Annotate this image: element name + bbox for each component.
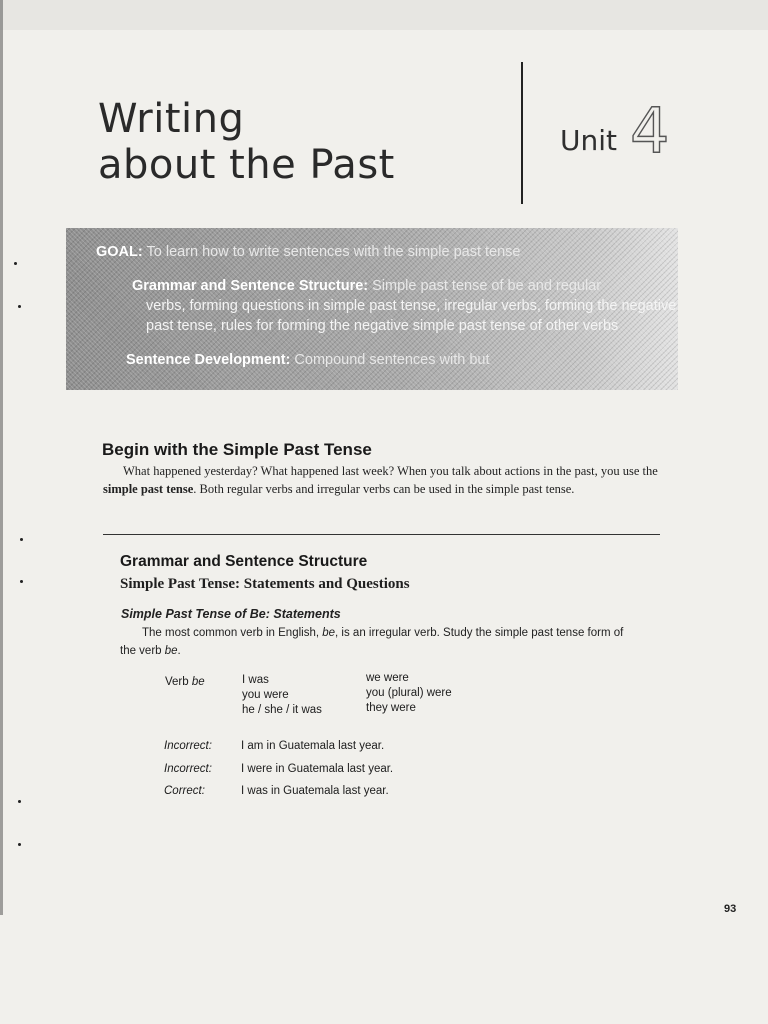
title-line-2: about the Past	[98, 142, 395, 188]
intro-paragraph	[103, 462, 665, 498]
page-number: 93	[724, 903, 737, 915]
example-tag: Incorrect:	[164, 763, 212, 775]
intro-text-1: What happened yesterday? What happened last week? When you talk about actions in the past, you use the	[123, 464, 658, 478]
sentence-goal-text: Compound sentences with but	[294, 352, 490, 368]
grammar-goal-text-3: past tense, rules for forming the negative simple past tense of other verbs	[146, 318, 619, 334]
intro-bold-term: simple past tense	[103, 482, 194, 496]
scan-left-edge	[0, 0, 3, 915]
be-explanation	[120, 624, 640, 660]
scan-mark	[18, 843, 21, 846]
be-text-3: .	[177, 645, 181, 657]
goal-text: To learn how to write sentences with the simple past tense	[146, 244, 521, 260]
goal-box	[66, 228, 678, 390]
unit-title	[98, 96, 498, 188]
unit-number: 4	[630, 94, 670, 167]
example-sentence: I am in Guatemala last year.	[241, 740, 385, 752]
goal-line	[96, 244, 520, 260]
plural-form: we were	[366, 672, 409, 684]
scan-mark	[18, 305, 21, 308]
grammar-section-title: Grammar and Sentence Structure	[120, 553, 368, 570]
intro-text-2: . Both regular verbs and irregular verbs can be used in the simple past tense.	[193, 482, 575, 496]
grammar-goal-line	[132, 278, 601, 294]
scan-mark	[18, 800, 21, 803]
unit-label: Unit	[560, 124, 617, 157]
singular-form: he / she / it was	[242, 704, 322, 716]
scan-mark	[14, 262, 17, 265]
grammar-section-subtitle: Simple Past Tense: Statements and Questions	[120, 576, 410, 592]
section-heading: Begin with the Simple Past Tense	[102, 440, 372, 459]
scan-mark	[20, 580, 23, 583]
example-tag: Correct:	[164, 785, 205, 797]
unit-divider	[521, 62, 523, 204]
verb-label-prefix: Verb	[165, 676, 192, 688]
be-heading-suffix: : Statements	[265, 607, 341, 621]
sentence-goal-label: Sentence Development:	[126, 352, 291, 368]
verb-label-word: be	[191, 676, 205, 688]
title-line-1: Writing	[98, 96, 245, 142]
goal-label: GOAL:	[96, 244, 143, 260]
be-statements-heading	[121, 607, 341, 621]
example-sentence: I were in Guatemala last year.	[241, 763, 394, 775]
singular-form: I was	[242, 674, 269, 686]
example-tag: Incorrect:	[164, 740, 212, 752]
scan-mark	[20, 538, 23, 541]
example-sentence: I was in Guatemala last year.	[241, 785, 389, 797]
verb-be-label	[165, 676, 205, 688]
section-divider	[103, 534, 660, 535]
plural-form: you (plural) were	[366, 687, 452, 699]
page-top-shade	[0, 0, 768, 30]
be-heading-prefix: Simple Past Tense of	[121, 607, 250, 621]
singular-forms	[242, 673, 322, 718]
be-heading-word: Be	[249, 607, 266, 621]
grammar-goal-text-2: verbs, forming questions in simple past tense, irregular verbs, forming the negative	[146, 298, 677, 314]
plural-form: they were	[366, 702, 416, 714]
grammar-goal-text-1: Simple past tense of be and regular	[372, 278, 602, 294]
singular-form: you were	[242, 689, 289, 701]
plural-forms	[366, 671, 452, 716]
grammar-goal-label: Grammar and Sentence Structure:	[132, 278, 369, 294]
be-text-word-2: be	[164, 645, 178, 657]
sentence-goal-line	[126, 352, 490, 368]
be-text-2: , is an irregular verb. Study the simple past tense form of the verb	[120, 627, 624, 657]
be-text-word: be	[322, 627, 336, 639]
be-text-1: The most common verb in English,	[142, 627, 323, 639]
